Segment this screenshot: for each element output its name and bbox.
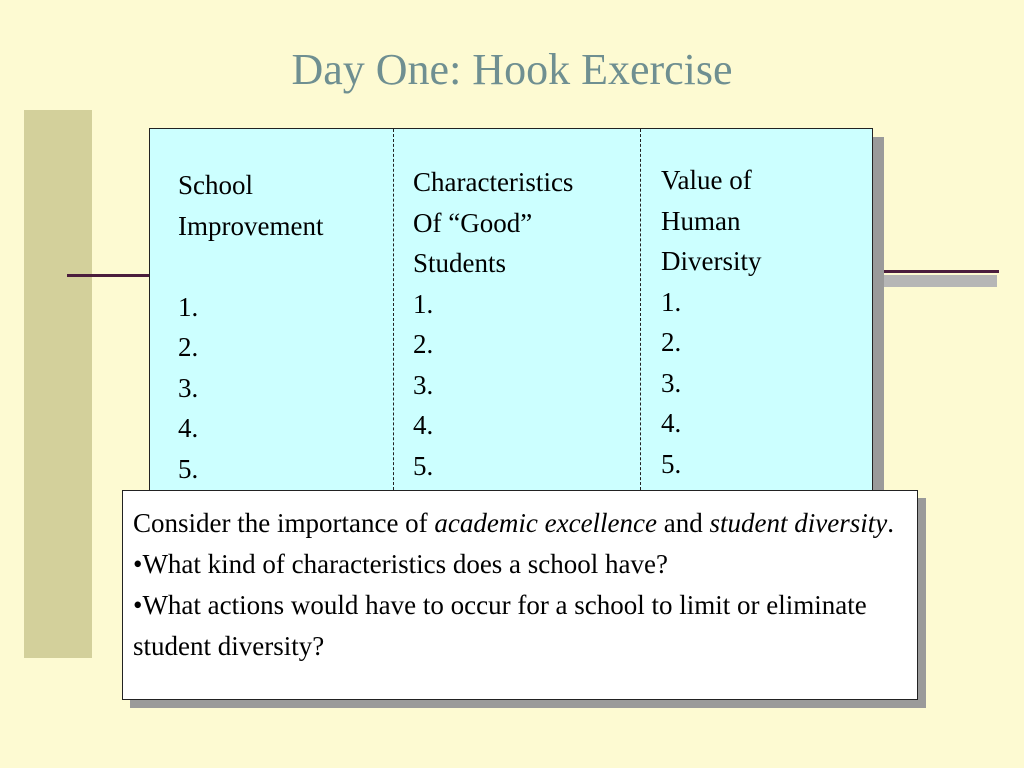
list-item: 3. bbox=[661, 367, 682, 398]
column-heading-line: Of “Good” bbox=[413, 207, 533, 238]
three-column-table bbox=[149, 128, 873, 496]
list-item: 1. bbox=[413, 288, 434, 319]
prompt-intro bbox=[133, 503, 907, 544]
column-heading-line: Value of bbox=[661, 165, 752, 195]
column-heading-line: Characteristics bbox=[413, 167, 574, 197]
column-heading-line: Improvement bbox=[178, 210, 324, 241]
list-item: 2. bbox=[178, 332, 199, 362]
decorative-line-left bbox=[67, 274, 151, 277]
prompt-box bbox=[122, 490, 918, 700]
list-item: 2. bbox=[413, 329, 434, 359]
column-good-students bbox=[413, 162, 573, 486]
list-item: 4. bbox=[661, 408, 682, 438]
prompt-bullet: •What actions would have to occur for a school to limit or eliminate student diversity? bbox=[133, 590, 867, 661]
column-heading-line: Diversity bbox=[661, 246, 762, 276]
blank-line bbox=[178, 246, 323, 287]
list-item: 2. bbox=[661, 327, 682, 357]
list-item: 4. bbox=[178, 413, 199, 443]
column-heading-line: Students bbox=[413, 248, 507, 278]
prompt-mid-text: and bbox=[657, 508, 710, 538]
column-heading-line: School bbox=[178, 170, 254, 200]
list-item: 3. bbox=[413, 369, 434, 400]
prompt-end-text: . bbox=[887, 508, 894, 538]
list-item: 5. bbox=[413, 450, 434, 481]
list-item: 5. bbox=[178, 453, 199, 484]
emphasis-student-diversity: student diversity bbox=[709, 508, 888, 538]
column-divider bbox=[640, 129, 641, 495]
slide-title: Day One: Hook Exercise bbox=[291, 45, 733, 94]
list-item: 3. bbox=[178, 372, 199, 403]
list-item: 1. bbox=[178, 291, 199, 322]
prompt-bullet: •What kind of characteristics does a school have? bbox=[133, 549, 668, 579]
prompt-intro-text: Consider the importance of bbox=[133, 508, 435, 538]
column-human-diversity bbox=[661, 160, 762, 484]
column-heading-line: Human bbox=[661, 205, 741, 236]
list-item: 4. bbox=[413, 410, 434, 440]
list-item: 5. bbox=[661, 448, 682, 479]
decorative-side-bar bbox=[24, 110, 92, 658]
column-divider bbox=[393, 129, 394, 495]
column-school-improvement bbox=[178, 165, 323, 489]
list-item: 1. bbox=[661, 286, 682, 317]
decorative-line-right bbox=[873, 270, 999, 273]
decorative-line-shadow bbox=[873, 275, 997, 287]
emphasis-academic-excellence: academic excellence bbox=[434, 508, 658, 538]
